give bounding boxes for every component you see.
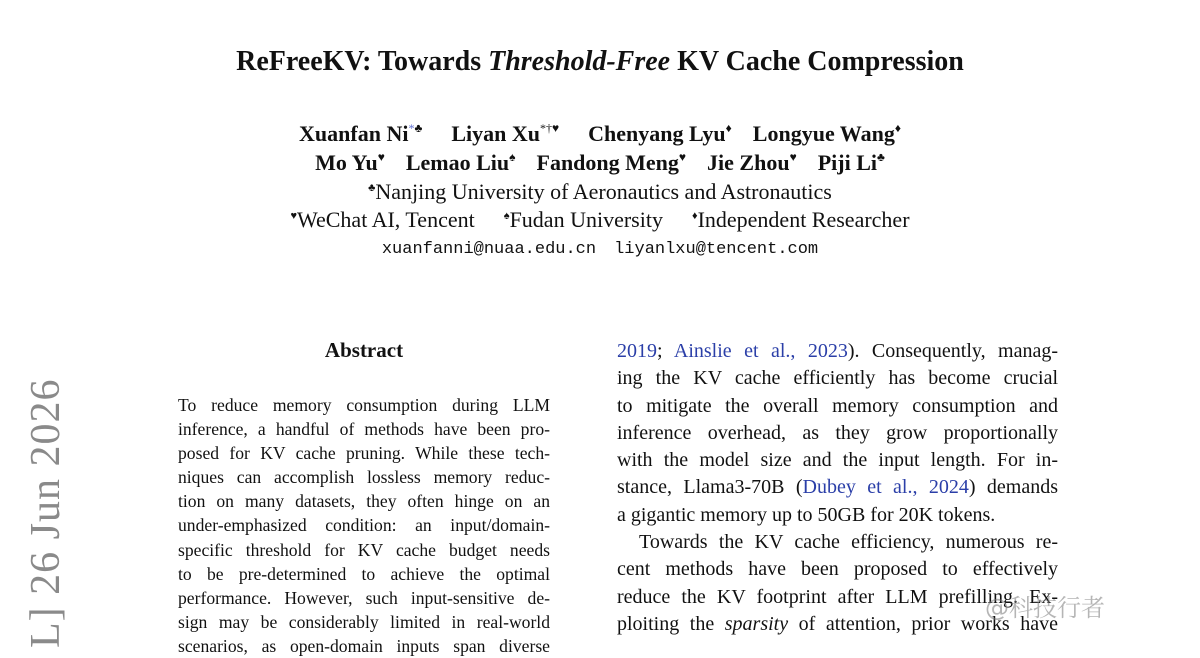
author-name: Jie Zhou — [707, 150, 790, 175]
abstract-line: specific threshold for KV cache budget needs — [178, 539, 550, 560]
citation-link[interactable]: Ainslie et al., 2023 — [673, 340, 848, 362]
abstract-line: posed for KV cache pruning. While these tech- — [178, 443, 550, 464]
body-line: cent methods have been proposed to effectively — [617, 558, 1058, 581]
abstract-line: sign may be considerably limited in real-world — [178, 611, 550, 632]
abstract-line: under-emphasized condition: an input/domain- — [178, 515, 550, 536]
citation-link[interactable]: Dubey et al., 2024 — [802, 476, 969, 499]
author-emails — [0, 240, 1200, 259]
author-name: Longyue Wang — [752, 121, 895, 146]
authors-line-2: Mo Yu♥ Lemao Liu♠ Fandong Meng♥ Jie Zhou♥ Piji Li♣ — [315, 150, 885, 175]
email-address: liyanlxu@tencent.com — [614, 240, 819, 259]
body-line: stance, Llama3-70B (Dubey et al., 2024) demands — [617, 476, 1059, 499]
body-line: to mitigate the overall memory consumption and — [617, 394, 1058, 417]
body-line: reduce the KV footprint after LLM prefilling. Ex- — [617, 585, 1058, 608]
affiliation-line-1: ♣Nanjing University of Aeronautics and Astronautics — [368, 179, 832, 204]
abstract-line: inference, a handful of methods have been pro- — [178, 419, 550, 440]
author-name: Mo Yu — [315, 150, 378, 175]
email-address: xuanfanni@nuaa.edu.cn — [381, 240, 597, 259]
author-name: Chenyang Lyu — [588, 121, 726, 146]
author-name: Lemao Liu — [405, 150, 510, 175]
watermark: @科技行者 — [985, 594, 1105, 622]
abstract-line: To reduce memory consumption during LLM — [178, 395, 550, 415]
body-line: with the model size and the input length. For in- — [617, 449, 1058, 472]
abstract-line: tion on many datasets, they often hinge on an — [178, 491, 550, 512]
author-name: Piji Li — [817, 150, 877, 175]
body-line: ploiting the sparsity of attention, prior works have — [617, 612, 1058, 635]
abstract-line: to be pre-determined to achieve the optimal — [178, 563, 550, 584]
author-name: Fandong Meng — [536, 150, 679, 175]
body-line: 2019; Ainslie et al., 2023). Consequently, manag- — [617, 340, 1059, 362]
body-line: ing the KV cache efficiently has become crucial — [617, 367, 1058, 390]
abstract-heading: Abstract — [324, 338, 404, 362]
abstract-line: scenarios, as open-domain inputs span diverse — [178, 635, 550, 656]
author-name: Xuanfan Ni — [299, 121, 409, 146]
arxiv-stamp: L] 26 Jun 2026 — [23, 378, 69, 648]
citation-link[interactable]: 2019 — [617, 340, 657, 362]
authors-line-1: Xuanfan Ni*♣ Liyan Xu*†♥ Chenyang Lyu♦ Longyue Wang♦ — [299, 121, 901, 146]
body-line: inference overhead, as they grow proportionally — [617, 421, 1058, 444]
author-name: Liyan Xu — [451, 121, 540, 146]
abstract-line: performance. However, such input-sensitive de- — [178, 587, 550, 608]
paper-title: ReFreeKV: Towards Threshold-Free KV Cache Compression — [236, 46, 964, 77]
affiliation-line-2: ♥WeChat AI, Tencent ♠Fudan University ♦Independent Researcher — [290, 207, 910, 232]
body-line: Towards the KV cache efficiency, numerous re- — [639, 531, 1058, 554]
abstract-line: niques can accomplish lossless memory reduc- — [178, 467, 550, 488]
body-line: a gigantic memory up to 50GB for 20K tokens. — [617, 503, 996, 526]
abstract-body — [178, 393, 550, 658]
